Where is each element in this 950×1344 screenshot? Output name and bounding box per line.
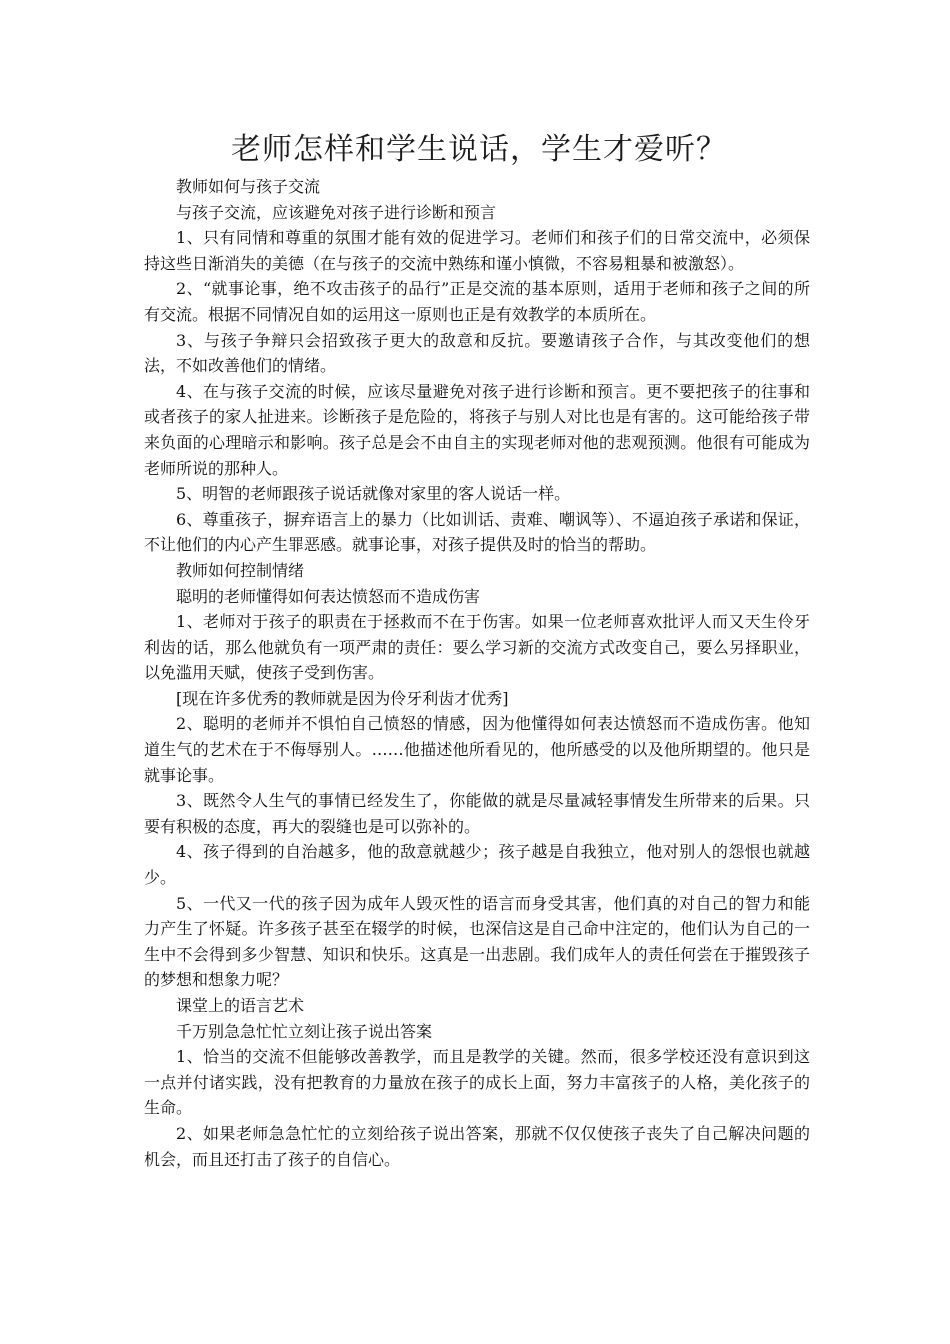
paragraph: 3、既然令人生气的事情已经发生了，你能做的就是尽量减轻事情发生所带来的后果。只要有积极的态度，再大的裂缝也是可以弥补的。 — [144, 791, 810, 836]
paragraph: 5、一代又一代的孩子因为成年人毁灭性的语言而身受其害，他们真的对自己的智力和能力产生了怀疑。许多孩子甚至在辍学的时候，也深信这是自己命中注定的，他们认为自己的一生中不会得到多少智慧、知识和快乐。这真是一出悲剧。我们成年人的责任何尝在于摧毁孩子的梦想和想象力呢？ — [144, 893, 810, 990]
paragraph: 2、“就事论事，绝不攻击孩子的品行”正是交流的基本原则，适用于老师和孩子之间的所有交流。根据不同情况自如的运用这一原则也正是有效教学的本质所在。 — [144, 279, 810, 324]
paragraph: 6、尊重孩子，摒弃语言上的暴力（比如训话、责难、嘲讽等）、不逼迫孩子承诺和保证，不让他们的内心产生罪恶感。就事论事，对孩子提供及时的恰当的帮助。 — [144, 509, 810, 555]
document-title: 老师怎样和学生说话，学生才爱听？ — [231, 132, 727, 167]
section-heading: 课堂上的语言艺术 — [176, 996, 305, 1015]
paragraph: 1、只有同情和尊重的氛围才能有效的促进学习。老师们和孩子们的日常交流中，必须保持这些日渐消失的美德（在与孩子的交流中熟练和谨小慎微，不容易粗暴和被激怒）。 — [144, 228, 810, 273]
paragraph: 4、孩子得到的自治越多，他的敌意就越少；孩子越是自我独立，他对别人的怨恨也就越少。 — [144, 842, 810, 888]
paragraph: 2、聪明的老师并不惧怕自己愤怒的情感，因为他懂得如何表达愤怒而不造成伤害。他知道生气的艺术在于不侮辱别人。……他描述他所看见的，他所感受的以及他所期望的。他只是就事论事。 — [144, 714, 810, 785]
paragraph: 2、如果老师急急忙忙的立刻给孩子说出答案，那就不仅仅使孩子丧失了自己解决问题的机会，而且还打击了孩子的自信心。 — [144, 1123, 810, 1169]
paragraph: 4、在与孩子交流的时候，应该尽量避免对孩子进行诊断和预言。更不要把孩子的往事和或者孩子的家人扯进来。诊断孩子是危险的，将孩子与别人对比也是有害的。这可能给孩子带来负面的心理暗示和影响。孩子总是会不由自主的实现老师对他的悲观预测。他很有可能成为老师所说的那种人。 — [144, 381, 810, 478]
paragraph: 5、明智的老师跟孩子说话就像对家里的客人说话一样。 — [176, 484, 571, 504]
section-heading: 教师如何与孩子交流 — [176, 177, 321, 196]
bracket-note: [现在许多优秀的教师就是因为伶牙利齿才优秀] — [176, 688, 509, 708]
paragraph: 1、恰当的交流不但能够改善教学，而且是教学的关键。然而，很多学校还没有意识到这一点并付诸实践，没有把教育的力量放在孩子的成长上面，努力丰富孩子的人格，美化孩子的生命。 — [144, 1047, 810, 1118]
subheading: 与孩子交流，应该避免对孩子进行诊断和预言 — [176, 202, 497, 222]
paragraph: 3、与孩子争辩只会招致孩子更大的敌意和反抗。要邀请孩子合作，与其改变他们的想法，不如改善他们的情绪。 — [144, 330, 810, 376]
paragraph: 1、老师对于孩子的职责在于拯救而不在于伤害。如果一位老师喜欢批评人而又天生伶牙利齿的话，那么他就负有一项严肃的责任：要么学习新的交流方式改变自己，要么另择职业，以免滥用天赋，使孩子受到伤害。 — [144, 612, 810, 683]
subheading: 千万别急急忙忙立刻让孩子说出答案 — [176, 1021, 433, 1041]
document-body — [144, 174, 810, 1172]
subheading: 聪明的老师懂得如何表达愤怒而不造成伤害 — [176, 586, 481, 606]
section-heading: 教师如何控制情绪 — [176, 560, 305, 580]
